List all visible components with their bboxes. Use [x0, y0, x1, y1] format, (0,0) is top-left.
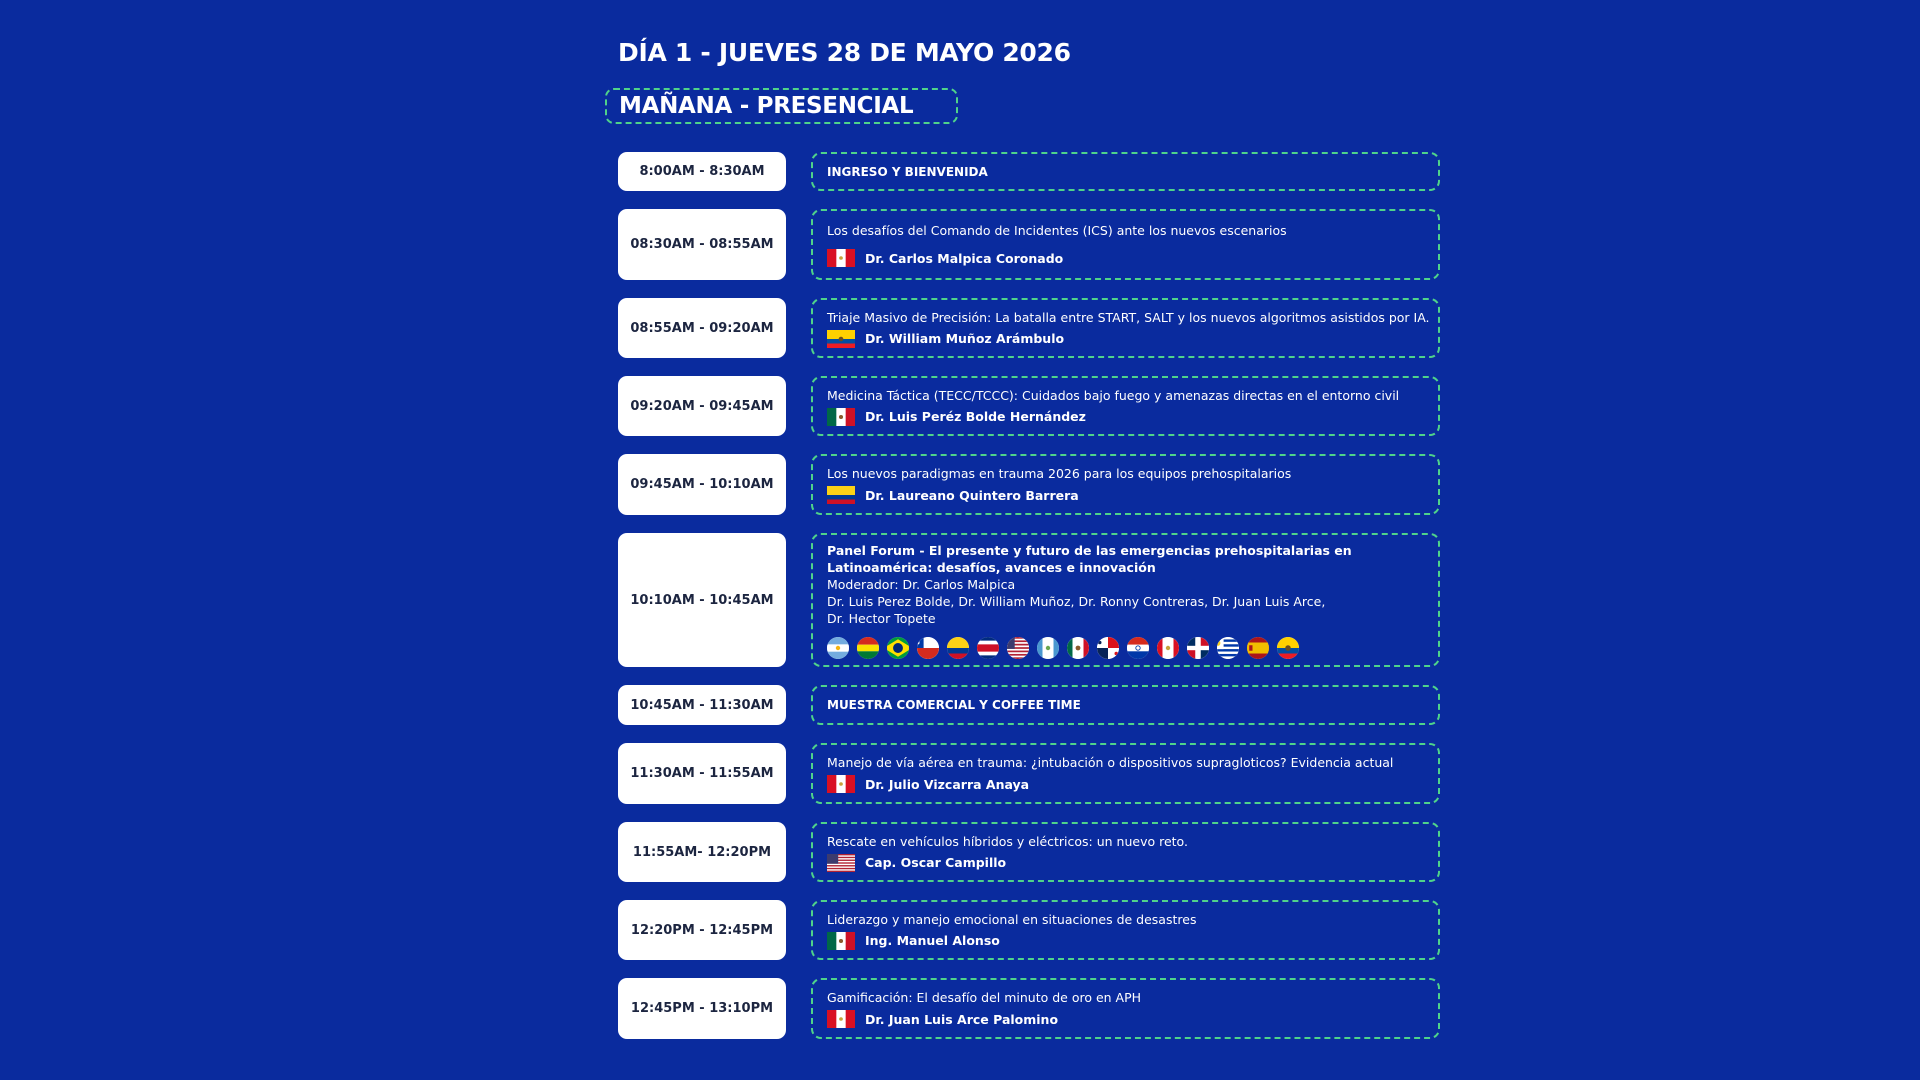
schedule-row [618, 743, 1440, 804]
panel-panelists: Dr. Hector Topete [827, 610, 936, 626]
usa-flag [827, 854, 855, 872]
talk-title: Gamificación: El desafío del minuto de oro en APH [827, 990, 1142, 1005]
block-title: MUESTRA COMERCIAL Y COFFEE TIME [827, 698, 1081, 712]
talk-title: Rescate en vehículos híbridos y eléctricos: un nuevo reto. [827, 833, 1188, 849]
talk-card [811, 298, 1440, 358]
talk-title: Medicina Táctica (TECC/TCCC): Cuidados bajo fuego y amenazas directas en el entorno civil [827, 387, 1400, 403]
panel-panelists: Dr. Luis Perez Bolde, Dr. William Muñoz, Dr. Ronny Contreras, Dr. Juan Luis Arce, [827, 593, 1326, 609]
schedule-row [618, 454, 1440, 515]
colombia-flag [827, 486, 855, 504]
peru-flag [827, 1010, 855, 1028]
schedule-row [618, 152, 1440, 191]
schedule-row [618, 298, 1440, 358]
time-slot: 09:45AM - 10:10AM [618, 454, 786, 515]
speaker-name: Cap. Oscar Campillo [865, 855, 1007, 870]
speaker-name: Dr. Carlos Malpica Coronado [865, 250, 1064, 266]
panel-title: Latinoamérica: desafíos, avances e innovación [827, 559, 1156, 575]
talk-card [811, 209, 1440, 280]
time-slot: 11:30AM - 11:55AM [618, 743, 786, 804]
panel-card [811, 533, 1440, 667]
peru-flag [827, 249, 855, 267]
paraguay-flag-icon [1127, 637, 1149, 659]
mexico-flag [827, 932, 855, 950]
time-slot: 11:55AM- 12:20PM [618, 822, 786, 882]
talk-title: Los nuevos paradigmas en trauma 2026 para los equipos prehospitalarios [827, 466, 1292, 481]
block-title: INGRESO Y BIENVENIDA [827, 164, 988, 179]
peru-flag-icon [1157, 637, 1179, 659]
speaker-name: Dr. Julio Vizcarra Anaya [865, 776, 1030, 792]
time-slot: 12:20PM - 12:45PM [618, 900, 786, 960]
talk-card [811, 376, 1440, 436]
time-slot: 08:30AM - 08:55AM [618, 209, 786, 280]
day-title: DÍA 1 - JUEVES 28 DE MAYO 2026 [618, 38, 1071, 67]
speaker-name: Dr. Luis Peréz Bolde Hernández [865, 409, 1086, 424]
colombia-flag-icon [947, 637, 969, 659]
schedule-row [618, 533, 1440, 667]
schedule-row [618, 209, 1440, 280]
dominican-republic-flag-icon [1187, 637, 1209, 659]
talk-card [811, 822, 1440, 882]
talk-title: Liderazgo y manejo emocional en situaciones de desastres [827, 911, 1197, 927]
mexico-flag [827, 408, 855, 426]
talk-title: Manejo de vía aérea en trauma: ¿intubación o dispositivos supragloticos? Evidencia actual [827, 755, 1394, 770]
speaker-name: Ing. Manuel Alonso [865, 933, 1000, 948]
session-block [811, 152, 1440, 191]
time-slot: 10:10AM - 10:45AM [618, 533, 786, 667]
chile-flag-icon [917, 637, 939, 659]
talk-title: Triaje Masivo de Precisión: La batalla entre START, SALT y los nuevos algoritmos asistidos por IA. [827, 309, 1430, 325]
costa-rica-flag-icon [977, 637, 999, 659]
time-slot: 10:45AM - 11:30AM [618, 685, 786, 725]
ecuador-flag [827, 330, 855, 348]
talk-card [811, 743, 1440, 804]
brazil-flag-icon [887, 637, 909, 659]
talk-card [811, 454, 1440, 515]
country-flags [827, 637, 1424, 659]
spain-flag-icon [1247, 637, 1269, 659]
schedule-row [618, 685, 1440, 725]
schedule-row [618, 376, 1440, 436]
speaker-name: Dr. William Muñoz Arámbulo [865, 331, 1065, 346]
speaker-name: Dr. Laureano Quintero Barrera [865, 487, 1079, 503]
schedule-row [618, 900, 1440, 960]
talk-title: Los desafíos del Comando de Incidentes (ICS) ante los nuevos escenarios [827, 223, 1287, 238]
talk-card [811, 900, 1440, 960]
peru-flag [827, 775, 855, 793]
panama-flag-icon [1097, 637, 1119, 659]
bolivia-flag-icon [857, 637, 879, 659]
argentina-flag-icon [827, 637, 849, 659]
time-slot: 08:55AM - 09:20AM [618, 298, 786, 358]
mexico-flag-icon [1067, 637, 1089, 659]
guatemala-flag-icon [1037, 637, 1059, 659]
speaker-name: Dr. Juan Luis Arce Palomino [865, 1011, 1059, 1027]
time-slot: 8:00AM - 8:30AM [618, 152, 786, 191]
time-slot: 12:45PM - 13:10PM [618, 978, 786, 1039]
usa-flag-icon [1007, 637, 1029, 659]
ecuador-flag-icon [1277, 637, 1299, 659]
time-slot: 09:20AM - 09:45AM [618, 376, 786, 436]
session-block [811, 685, 1440, 725]
schedule-row [618, 822, 1440, 882]
panel-title: Panel Forum - El presente y futuro de las emergencias prehospitalarias en [827, 542, 1352, 558]
schedule-row [618, 978, 1440, 1039]
talk-card [811, 978, 1440, 1039]
session-label: MAÑANA - PRESENCIAL [605, 88, 958, 124]
uruguay-flag-icon [1217, 637, 1239, 659]
panel-moderator: Moderador: Dr. Carlos Malpica [827, 576, 1016, 592]
